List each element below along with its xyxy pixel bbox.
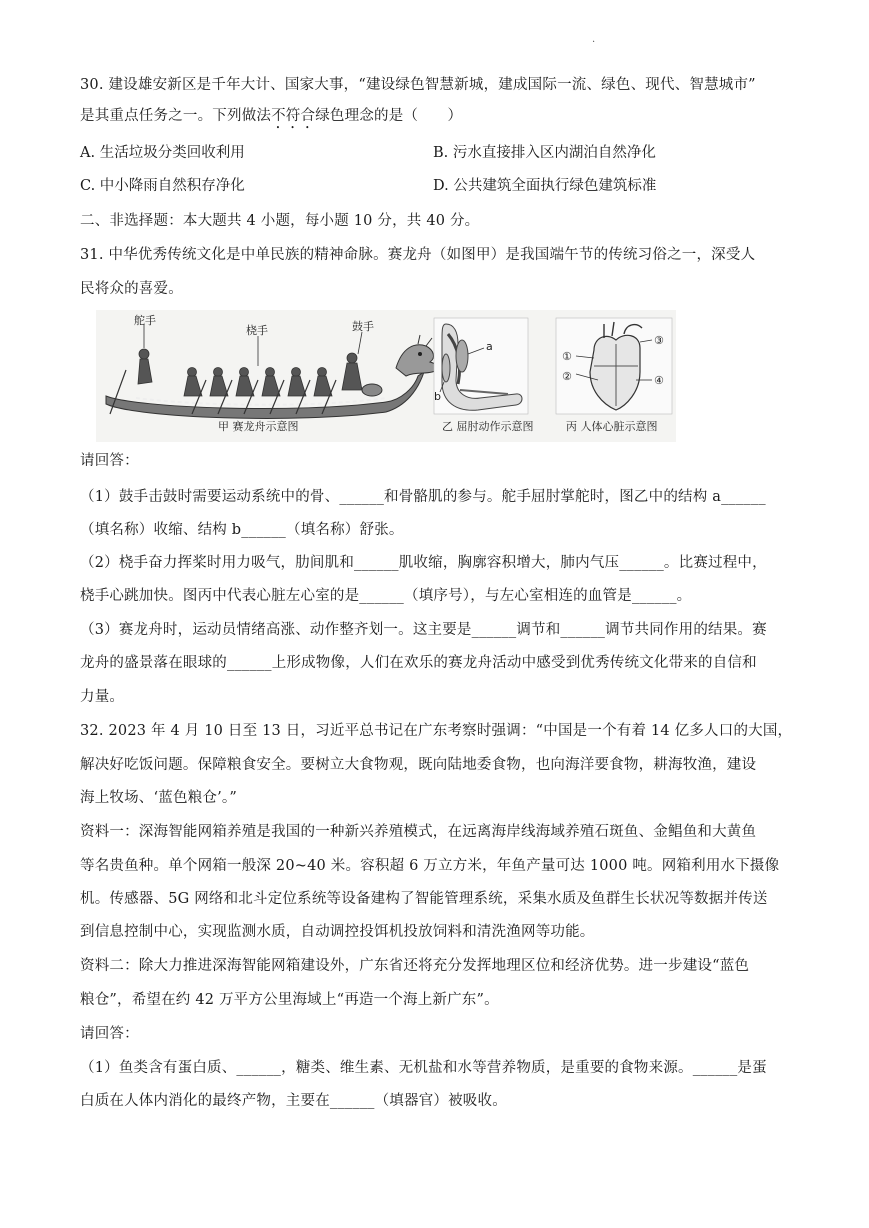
- caption-yi: 乙 屈肘动作示意图: [442, 420, 534, 433]
- q32-intro-line3: 海上牧场、‘蓝色粮仓’。”: [80, 790, 237, 806]
- header-mark: .: [592, 34, 596, 45]
- q31-prompt: 请回答：: [80, 453, 139, 469]
- q30-option-d: D. 公共建筑全面执行绿色建筑标准: [433, 178, 657, 194]
- q31-part3-line2: 龙舟的盛景落在眼球的______上形成物像，人们在欢乐的赛龙舟活动中感受到优秀传统文化带来的自信和: [80, 655, 757, 671]
- label-n4: ④: [654, 374, 664, 387]
- q32-material1-line3: 机。传感器、5G 网络和北斗定位系统等设备建构了智能管理系统，采集水质及鱼群生长状况等数据并传送: [80, 891, 768, 907]
- q30-option-c: C. 中小降雨自然积存净化: [80, 178, 245, 194]
- label-helmsman: 舵手: [134, 314, 156, 327]
- q31-part2-line1: （2）桡手奋力挥桨时用力吸气，肋间肌和______肌收缩，胸廓容积增大，肺内气压______。比赛过程中，: [80, 555, 767, 571]
- q32-intro-line1: 32. 2023 年 4 月 10 日至 13 日，习近平总书记在广东考察时强调：“中国是一个有着 14 亿多人口的大国，: [80, 723, 793, 739]
- caption-bing: 丙 人体心脏示意图: [566, 420, 658, 433]
- section-heading: 二、非选择题：本大题共 4 小题，每小题 10 分，共 40 分。: [80, 213, 480, 229]
- q31-intro-line1: 31. 中华优秀传统文化是中单民族的精神命脉。赛龙舟（如图甲）是我国端午节的传统习俗之一，深受人: [80, 247, 756, 263]
- q31-part1-line1: （1）鼓手击鼓时需要运动系统中的骨、______和骨骼肌的参与。舵手屈肘掌舵时，图乙中的结构 a______: [80, 489, 766, 505]
- label-rower: 桡手: [246, 324, 268, 337]
- q30-stem-emphasis: 不符合: [271, 108, 316, 124]
- q30-stem-post: 绿色理念的是（ ）: [315, 108, 463, 124]
- q32-intro-line2: 解决好吃饭问题。保障粮食安全。要树立大食物观，既向陆地委食物，也向海洋要食物，耕海牧渔，建设: [80, 757, 757, 773]
- q31-part3-line3: 力量。: [80, 689, 125, 705]
- q30-option-a: A. 生活垃圾分类回收利用: [80, 145, 245, 161]
- q30-option-b: B. 污水直接排入区内湖泊自然净化: [433, 145, 656, 161]
- q32-part1-line2: 白质在人体内消化的最终产物，主要在______（填器官）被吸收。: [80, 1093, 507, 1109]
- q32-part1-line1: （1）鱼类含有蛋白质、______，糖类、维生素、无机盐和水等营养物质，是重要的食物来源。______是蛋: [80, 1060, 767, 1076]
- q31-part3-line1: （3）赛龙舟时，运动员情绪高涨、动作整齐划一。这主要是______调节和______调节共同作用的结果。赛: [80, 622, 767, 638]
- q32-material1-line1: 资料一：深海智能网箱养殖是我国的一种新兴养殖模式，在远离海岸线海域养殖石斑鱼、金鲳鱼和大黄鱼: [80, 824, 757, 840]
- q30-stem-line1: 30. 建设雄安新区是千年大计、国家大事，“建设绿色智慧新城，建成国际一流、绿色、现代、智慧城市”: [80, 77, 756, 93]
- q32-material1-line4: 到信息控制中心，实现监测水质，自动调控投饵机投放饲料和清洗渔网等功能。: [80, 924, 595, 940]
- q31-part2-line2: 桡手心跳加快。图丙中代表心脏左心室的是______（填序号），与左心室相连的血管是______。: [80, 588, 692, 604]
- q32-material2-line2: 粮仓”，希望在约 42 万平方公里海域上“再造一个海上新广东”。: [80, 992, 499, 1008]
- q30-stem-pre: 是其重点任务之一。下列做法: [80, 108, 272, 124]
- q31-intro-line2: 民将众的喜爱。: [80, 281, 183, 297]
- q30-stem-line2: [80, 106, 792, 132]
- label-structure-b: b: [434, 390, 441, 403]
- label-structure-a: a: [486, 340, 493, 353]
- q31-figure: [96, 310, 676, 442]
- q32-prompt: 请回答：: [80, 1026, 139, 1042]
- label-n3: ③: [654, 334, 664, 347]
- label-n2: ②: [562, 370, 572, 383]
- caption-jia: 甲 赛龙舟示意图: [218, 420, 299, 433]
- label-drummer: 鼓手: [352, 320, 374, 333]
- q32-material2-line1: 资料二：除大力推进深海智能网箱建设外，广东省还将充分发挥地理区位和经济优势。进一步建设“蓝色: [80, 958, 750, 974]
- q31-part1-line2: （填名称）收缩、结构 b______（填名称）舒张。: [80, 522, 404, 538]
- q32-material1-line2: 等名贵鱼种。单个网箱一般深 20~40 米。容积超 6 万立方米，年鱼产量可达 1000 吨。网箱利用水下摄像: [80, 858, 780, 874]
- label-n1: ①: [562, 350, 572, 363]
